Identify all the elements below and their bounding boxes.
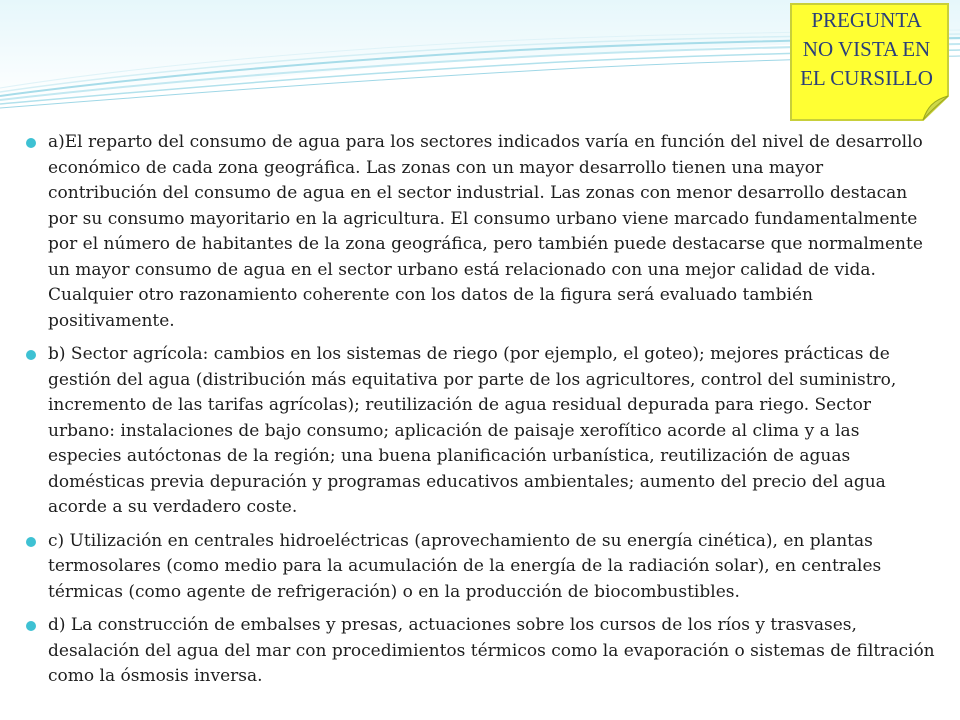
answer-text-b: b) Sector agrícola: cambios en los sistemas de riego (por ejemplo, el goteo); mejores prácticas de gestión del agua (distribución más equitativa por parte de los agricultores, control del suministro, incremento de las tarifas agrícolas); reutilización de agua residual depurada para riego. Sector urbano: instalaciones de bajo consumo; aplicación de paisaje xerofítico acorde al clima y a las especies autóctonas de la región; una buena planificación urbanística, reutilización de aguas domésticas previa depuración y programas educativos ambientales; aumento del precio del agua acorde a su verdadero coste.: [48, 344, 897, 517]
answer-text-d: d) La construcción de embalses y presas, actuaciones sobre los cursos de los ríos y trasvases, desalación del agua del mar con procedimientos térmicos como la evaporación o sistemas de filtración como la ósmosis inversa.: [48, 615, 935, 686]
bullet-dot-icon: [26, 138, 36, 148]
bullet-dot-icon: [26, 621, 36, 631]
answer-text-c: c) Utilización en centrales hidroeléctricas (aprovechamiento de su energía cinética), en plantas termosolares (como medio para la acumulación de la energía de la radiación solar), en centrales térmicas (como agente de refrigeración) o en la producción de biocombustibles.: [48, 530, 882, 602]
bullet-dot-icon: [26, 350, 36, 360]
answer-item-a: [26, 130, 936, 334]
answer-item-d: [26, 613, 936, 690]
answer-item-b: [26, 342, 936, 521]
bullet-dot-icon: [26, 537, 36, 547]
sticky-note-text: PREGUNTA NO VISTA EN EL CURSILLO: [800, 8, 933, 90]
sticky-note: [785, 0, 955, 124]
answer-list: [26, 130, 936, 698]
answer-item-c: [26, 529, 936, 606]
answer-text-a: a)El reparto del consumo de agua para los sectores indicados varía en función del nivel de desarrollo económico de cada zona geográfica. Las zonas con un mayor desarrollo tienen una mayor contribución del consumo de agua en el sector industrial. Las zonas con menor desarrollo destacan por su consumo mayoritario en la agricultura. El consumo urbano viene marcado fundamentalmente por el número de habitantes de la zona geográfica, pero también puede destacarse que normalmente un mayor consumo de agua en el sector urbano está relacionado con una mejor calidad de vida. Cualquier otro razonamiento coherente con los datos de la figura será evaluado también positivamente.: [48, 132, 923, 331]
